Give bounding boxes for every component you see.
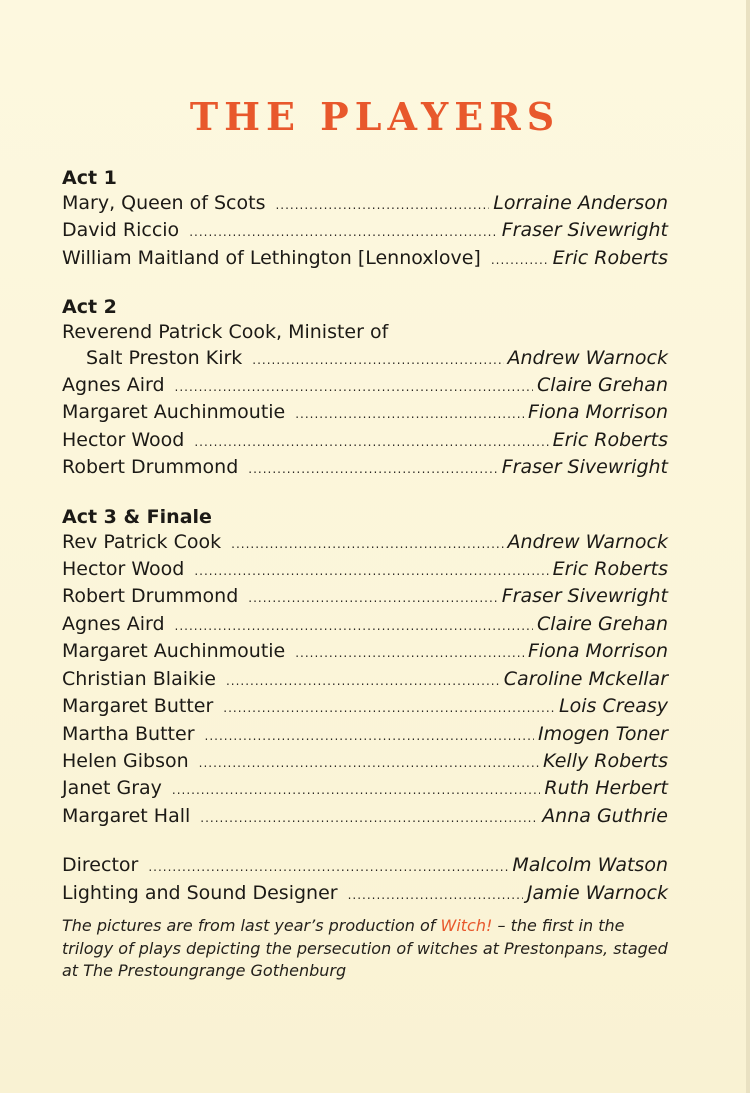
page-title: THE PLAYERS: [189, 94, 561, 139]
crew-section: [62, 853, 668, 908]
dot-leader: [223, 696, 555, 721]
dot-leader: [275, 193, 489, 218]
dot-leader: [252, 348, 503, 373]
role-name: Robert Drummond: [62, 456, 239, 479]
dot-leader: [231, 532, 503, 557]
dot-leader: [205, 724, 535, 749]
crew-row: [62, 853, 668, 880]
role-name: Rev Patrick Cook: [62, 530, 222, 553]
dot-leader: [200, 806, 538, 831]
role-name: Margaret Hall: [62, 804, 191, 827]
dot-leader: [199, 751, 539, 776]
dot-leader: [226, 669, 500, 694]
cast-row: [62, 455, 668, 482]
note-text-before: The pictures are from last year’s production of: [62, 916, 441, 935]
cast-row: [62, 346, 668, 373]
cast-row: [62, 776, 668, 803]
role-name: Hector Wood: [62, 428, 185, 451]
role-name: Hector Wood: [62, 558, 185, 581]
cast-row: [62, 428, 668, 455]
actor-name: Caroline Mckellar: [503, 667, 668, 690]
cast-row: [62, 400, 668, 427]
dot-leader: [348, 883, 523, 908]
cast-row: [62, 373, 668, 400]
role-name: Salt Preston Kirk: [86, 346, 243, 369]
role-name: Reverend Patrick Cook, Minister of: [62, 321, 389, 344]
actor-name: Imogen Toner: [538, 722, 668, 745]
cast-row: [62, 530, 668, 557]
cast-list: [62, 166, 668, 930]
role-name: Martha Butter: [62, 722, 195, 745]
act-heading: Act 2: [62, 296, 117, 319]
dot-leader: [175, 614, 533, 639]
cast-row: [62, 749, 668, 776]
dot-leader: [295, 402, 524, 427]
cast-row: [62, 639, 668, 666]
actor-name: Fiona Morrison: [527, 401, 668, 424]
crew-name: Jamie Warnock: [526, 881, 668, 904]
actor-name: Eric Roberts: [552, 246, 668, 269]
cast-row: [62, 804, 668, 831]
cast-row: [62, 191, 668, 218]
note-highlight: Witch!: [440, 916, 493, 935]
dot-leader: [172, 778, 541, 803]
dot-leader: [148, 855, 508, 880]
role-name: Robert Drummond: [62, 585, 239, 608]
cast-row: [62, 722, 668, 749]
actor-name: Andrew Warnock: [507, 346, 668, 369]
production-note: [62, 915, 672, 983]
page-edge: [746, 0, 750, 1093]
role-name: David Riccio: [62, 219, 180, 242]
cast-row: [62, 667, 668, 694]
role-name: Mary, Queen of Scots: [62, 192, 266, 214]
role-name: Janet Gray: [62, 777, 162, 800]
act-heading: Act 3 & Finale: [62, 505, 212, 528]
role-name: Christian Blaikie: [62, 667, 216, 690]
note-text-after: – the first in the trilogy of plays depicting the persecution of witches at Prestonpans, staged at The Prestoungrange Gothenburg: [62, 916, 668, 980]
actor-name: Lorraine Anderson: [493, 192, 668, 214]
act-2-section: [62, 295, 668, 482]
actor-name: Andrew Warnock: [507, 530, 668, 553]
crew-role: Director: [62, 854, 139, 877]
role-name: Margaret Auchinmoutie: [62, 401, 286, 424]
dot-leader: [194, 559, 548, 584]
role-name: Agnes Aird: [62, 612, 165, 635]
dot-leader: [175, 375, 533, 400]
actor-name: Fraser Sivewright: [501, 585, 668, 608]
cast-row: [62, 584, 668, 611]
actor-name: Claire Grehan: [537, 374, 668, 397]
cast-row: [62, 612, 668, 639]
act-1-section: [62, 166, 668, 273]
actor-name: Kelly Roberts: [542, 749, 668, 772]
cast-row: [62, 246, 668, 273]
cast-row: [62, 320, 668, 345]
actor-name: Ruth Herbert: [544, 777, 668, 800]
actor-name: Fiona Morrison: [527, 640, 668, 663]
actor-name: Fraser Sivewright: [501, 219, 668, 242]
cast-row: [62, 694, 668, 721]
role-name: Margaret Butter: [62, 695, 214, 718]
dot-leader: [491, 248, 549, 273]
cast-row: [62, 218, 668, 245]
actor-name: Eric Roberts: [552, 428, 668, 451]
dot-leader: [194, 430, 548, 455]
dot-leader: [295, 641, 524, 666]
role-name: William Maitland of Lethington [Lennoxlove]: [62, 246, 481, 269]
act-3-section: [62, 505, 668, 831]
act-heading: Act 1: [62, 167, 117, 189]
dot-leader: [248, 586, 497, 611]
role-name: Agnes Aird: [62, 374, 165, 397]
crew-row: [62, 881, 668, 908]
actor-name: Eric Roberts: [552, 558, 668, 581]
actor-name: Claire Grehan: [537, 612, 668, 635]
role-name: Helen Gibson: [62, 749, 189, 772]
crew-name: Malcolm Watson: [512, 854, 668, 877]
actor-name: Fraser Sivewright: [501, 456, 668, 479]
actor-name: Anna Guthrie: [542, 804, 668, 827]
dot-leader: [248, 457, 497, 482]
cast-row: [62, 557, 668, 584]
dot-leader: [189, 220, 498, 245]
actor-name: Lois Creasy: [559, 695, 668, 718]
role-name: Margaret Auchinmoutie: [62, 640, 286, 663]
crew-role: Lighting and Sound Designer: [62, 881, 338, 904]
